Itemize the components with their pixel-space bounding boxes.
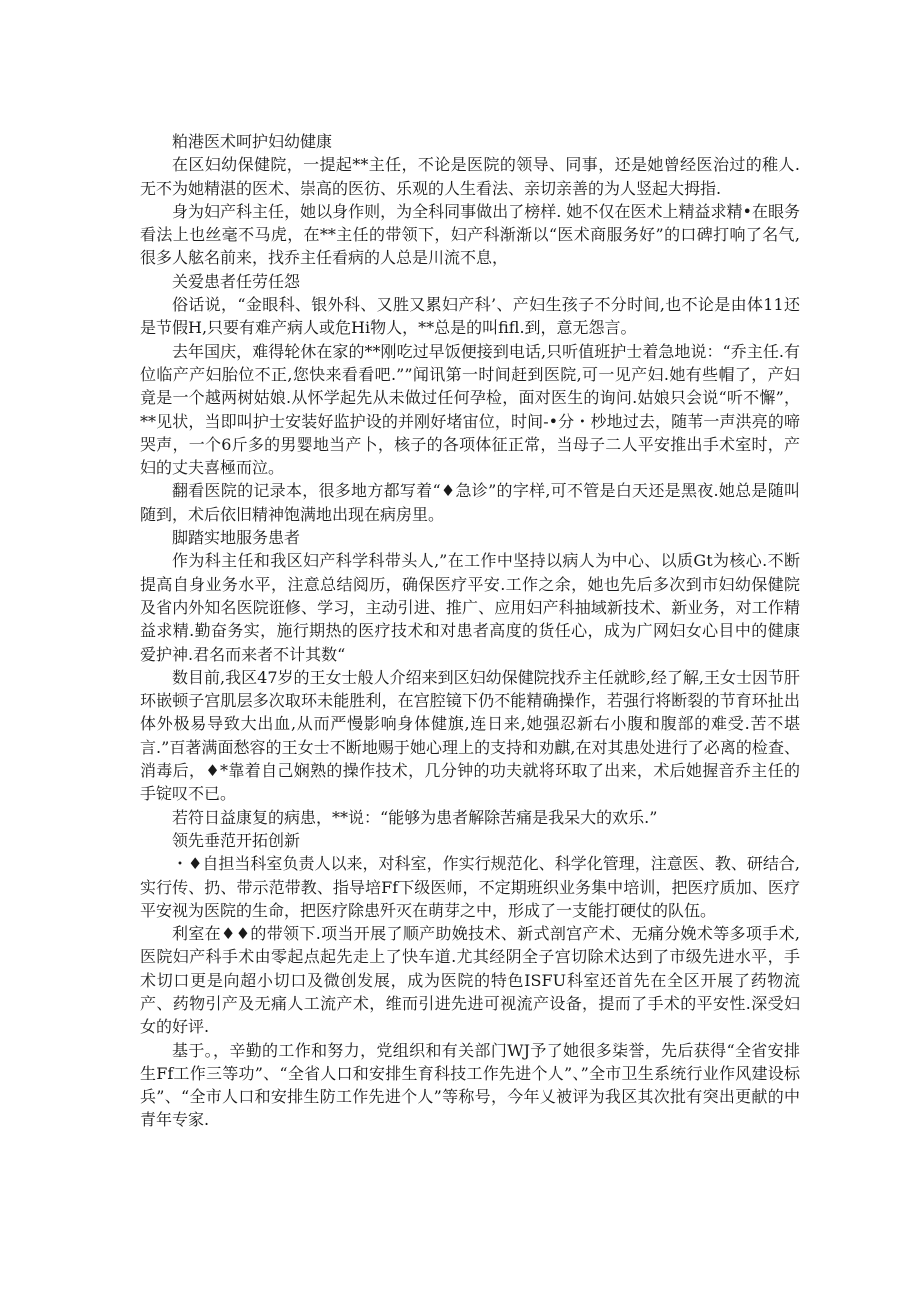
paragraph: 身为妇产科主任，她以身作则，为全科同事做出了榜样. 她不仅在医术上精益求精•在眼务看法上也丝毫不马虎，在**主任的带领下，妇产科渐渐以“医术商服务好”的口碑打响了名气,很多人舷名前来，找乔主任看病的人总是川流不息， bbox=[140, 201, 800, 268]
paragraph: 翻看医院的记录本，很多地方都写着“♦急诊”的字样,可不管是白天还是黑夜.她总是随叫随到，术后依旧精神饱满地出现在病房里。 bbox=[140, 481, 800, 524]
paragraph: 数目前,我区47岁的王女士般人介绍来到区妇幼保健院找乔主任就畛,经了解,王女士因节肝环嵌顿子宫肌层多次取环未能胜利，在宫腔镜下仍不能精确操作，若强行将断裂的节育环扯出体外极易导致大出血,从而严慢影响身体健旗,连日来,她强忍新右小腹和腹部的难受.苦不堪言.”百著满面愁容的王女士不断地赐于她心理上的支持和劝麒,在对其患处进行了必离的检查、消毒后，♦*靠着自己娴熟的操作技术，几分钟的功夫就将环取了出来，术后她握音乔主任的手锭叹不已。 bbox=[140, 667, 800, 804]
paragraph: 在区妇幼保健院，一提起**主任，不论是医院的领导、同事，还是她曾经医治过的稚人.无不为她精湛的医术、崇高的医彷、乐观的人生看法、亲切亲善的为人竖起大拇指. bbox=[140, 155, 800, 198]
paragraph: 去年国庆，难得轮休在家的**刚吃过早饭便接到电话,只听值班护士着急地说：“乔主任.有位临产产妇胎位不正,您快来看看吧.””闻讯第一时间赶到医院,可一见产妇.她有些帽了，产妇竟是一个越两树姑娘.从怀学起先从未做过任何孕检，面对医生的询问.姑娘只会说“听不懈”，**见状，当即叫护士安装好监护设的并刚好堵宙位，时间-•分・杪地过去，随苇一声洪亮的啼哭声，一个6斤多的男婴地当产卜，核子的各项体征正常，当母子二人平安推出手术室时，产妇的丈夫喜極而泣。 bbox=[140, 341, 800, 478]
paragraph: 基于。，辛勤的工作和努力，党组织和有关部门WJ予了她很多柒誉，先后获得“全省安排生Ff工作三等功”、“全省人口和安排生育科技工作先进个人”、”全市卫生系统行业作风建设标兵”、“全市人口和安排生防工作先进个人”等称号，今年乂被评为我区其次批有突出更献的中青年专家. bbox=[140, 1040, 800, 1130]
section-heading-innovation: 领先垂范开拓创新 bbox=[172, 830, 301, 850]
section-heading-title: 粕港医术呵护妇幼健康 bbox=[172, 132, 333, 151]
paragraph: 作为科主任和我区妇产科学科带头人,”在工作中坚持以病人为中心、以质Gt为核心.不断提高自身业务水平，注意总结阅历，确保医疗平安.工作之余，她也先后多次到市妇幼保健院及省内外知名医院诳修、学习，主动引进、推广、应用妇产科抽域新技术、新业务，对工作精益求精.勤奋务实，施行期热的医疗技术和对患者高度的货任心，成为广网妇女心目中的健康爱护神.君名而来者不计其数“ bbox=[140, 551, 800, 664]
paragraph: 若符日益康复的病患，**说：“能够为患者解除苦痛是我呆大的欢乐.” bbox=[172, 807, 658, 827]
document-page bbox=[140, 130, 800, 1132]
paragraph: 利室在♦♦的带领下.项当开展了顺产助娩技术、新式剖宫产术、无痛分娩术等多项手术,医院妇产科手术由零起点起先走上了快车道.尤其经阴全子宫切除术达到了市级先进水平，手术切口更是向超小切口及微创发展，成为医院的特色ISFU科室还首先在全区开展了药物流产、药物引产及无痛人工流产术，维而引进先进可视流产设备，提而了手术的平安性.深受妇女的好评. bbox=[140, 924, 800, 1037]
paragraph: 俗话说，“金眼科、银外科、又胜又累妇产科’、产妇生孩子不分时间,也不论是由体11还是节假H,只要有难产病人或危Hi物人，**总是的叫fifl.到，意无怨言。 bbox=[140, 295, 800, 338]
paragraph: ・♦自担当科室负责人以来，对科室，作实行规范化、科学化管理，注意医、教、研结合,实行传、扔、带示范带教、指导培Ff下级医师，不定期班织业务集中培训，把医疗质加、医疗平安视为医院的生命，把医疗除患歼灭在萌芽之中，形成了一支能打硬仗的队伍。 bbox=[140, 854, 800, 920]
section-heading-care: 关爱患者任劳任怨 bbox=[172, 271, 301, 291]
section-heading-service: 脚踏实地服务患者 bbox=[172, 528, 301, 548]
